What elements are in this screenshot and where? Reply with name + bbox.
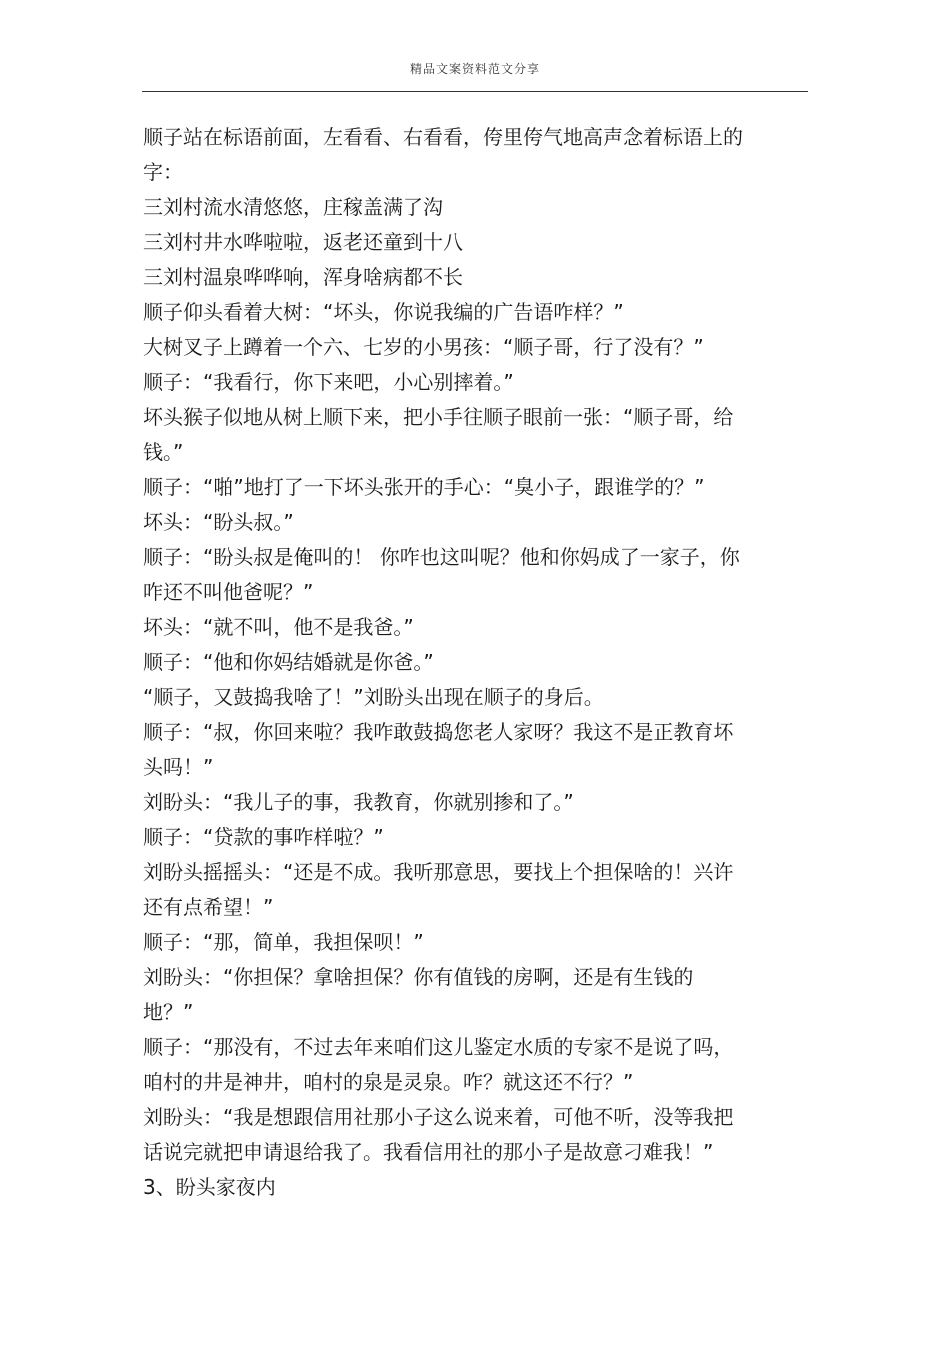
scene-heading: 3、盼头家夜内 [143,1175,276,1199]
text-line: 钱。” [143,440,184,464]
text-line: 咱村的井是神井，咱村的泉是灵泉。咋？就这还不行？” [143,1070,634,1094]
text-line: “顺子，又鼓捣我啥了！”刘盼头出现在顺子的身后。 [143,685,604,709]
text-line: 话说完就把申请退给我了。我看信用社的那小子是故意刁难我！” [143,1140,714,1164]
text-line: 顺子：“那没有，不过去年来咱们这儿鉴定水质的专家不是说了吗， [143,1035,734,1059]
text-line: 刘盼头摇摇头：“还是不成。我听那意思，要找上个担保啥的！兴许 [143,860,734,884]
text-line: 头吗！” [143,755,214,779]
text-line: 坏头猴子似地从树上顺下来，把小手往顺子眼前一张：“顺子哥，给 [143,405,734,429]
text-line: 地？” [143,1000,194,1024]
text-line: 咋还不叫他爸呢？” [143,580,314,604]
text-line: 大树叉子上蹲着一个六、七岁的小男孩：“顺子哥，行了没有？” [143,335,704,359]
text-line: 字： [143,160,183,184]
text-line: 顺子：“叔，你回来啦？我咋敢鼓捣您老人家呀？我这不是正教育坏 [143,720,734,744]
text-line: 刘盼头：“我是想跟信用社那小子这么说来着，可他不听，没等我把 [143,1105,734,1129]
text-line: 三刘村井水哗啦啦，返老还童到十八 [143,230,463,254]
text-line: 坏头：“盼头叔。” [143,510,294,534]
text-line: 顺子：“贷款的事咋样啦？” [143,825,384,849]
text-line: 三刘村温泉哗哗响，浑身啥病都不长 [143,265,463,289]
text-line: 三刘村流水清悠悠，庄稼盖满了沟 [143,195,443,219]
text-line: 顺子：“他和你妈结婚就是你爸。” [143,650,434,674]
page-header: 精品文案资料范文分享 [409,62,540,76]
text-line: 顺子：“那，简单，我担保呗！” [143,930,424,954]
text-line: 顺子：“盼头叔是俺叫的！ 你咋也这叫呢？他和你妈成了一家子，你 [143,545,740,569]
text-line: 刘盼头：“你担保？拿啥担保？你有值钱的房啊，还是有生钱的 [143,965,694,989]
text-line: 顺子：“啪”地打了一下坏头张开的手心：“臭小子，跟谁学的？” [143,475,705,499]
text-line: 顺子站在标语前面，左看看、右看看，侉里侉气地高声念着标语上的 [143,125,743,149]
text-line: 顺子仰头看着大树：“坏头，你说我编的广告语咋样？” [143,300,624,324]
text-line: 坏头：“就不叫，他不是我爸。” [143,615,414,639]
header-divider [142,91,808,92]
script-body [143,120,793,1205]
text-line: 还有点希望！” [143,895,274,919]
text-line: 刘盼头：“我儿子的事，我教育，你就别掺和了。” [143,790,574,814]
text-line: 顺子：“我看行，你下来吧，小心别摔着。” [143,370,514,394]
